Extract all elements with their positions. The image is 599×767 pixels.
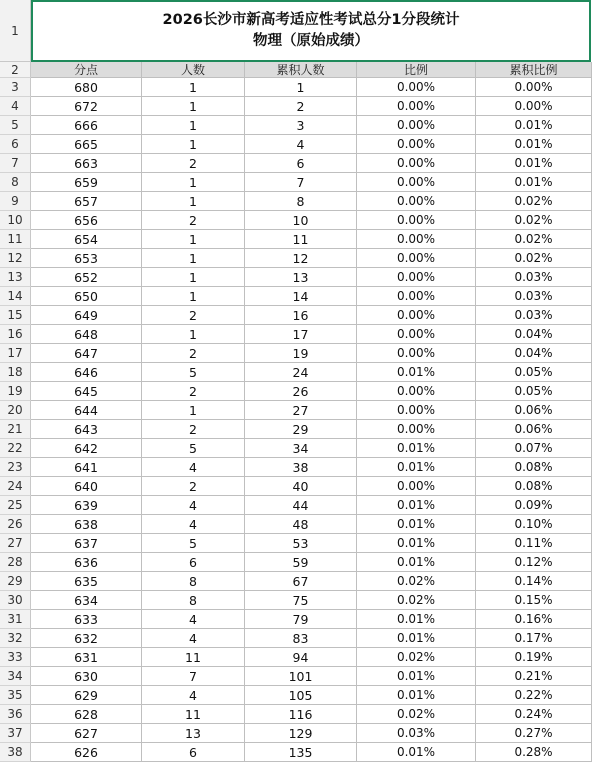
table-cell[interactable]: 1 — [142, 192, 245, 211]
table-cell[interactable]: 0.03% — [476, 306, 592, 325]
table-cell[interactable]: 7 — [245, 173, 357, 192]
row-number[interactable]: 29 — [0, 572, 31, 591]
table-cell[interactable]: 0.08% — [476, 477, 592, 496]
table-row — [0, 78, 599, 97]
table-cell[interactable]: 1 — [142, 116, 245, 135]
table-cell[interactable]: 0.00% — [357, 192, 476, 211]
row-number[interactable]: 37 — [0, 724, 31, 743]
table-cell[interactable]: 0.01% — [357, 534, 476, 553]
table-cell[interactable]: 0.00% — [357, 154, 476, 173]
table-cell[interactable]: 0.01% — [357, 743, 476, 762]
table-row — [0, 724, 599, 743]
table-cell[interactable]: 649 — [31, 306, 142, 325]
row-number[interactable]: 1 — [0, 0, 31, 62]
table-cell[interactable]: 1 — [142, 230, 245, 249]
table-cell[interactable]: 0.01% — [357, 686, 476, 705]
table-row — [0, 743, 599, 762]
table-row — [0, 154, 599, 173]
table-cell[interactable]: 666 — [31, 116, 142, 135]
table-cell[interactable]: 0.01% — [357, 667, 476, 686]
table-cell[interactable]: 4 — [142, 458, 245, 477]
table-cell[interactable]: 11 — [245, 230, 357, 249]
table-cell[interactable]: 0.02% — [357, 648, 476, 667]
row-number[interactable]: 34 — [0, 667, 31, 686]
table-cell[interactable]: 4 — [142, 686, 245, 705]
table-cell[interactable]: 0.01% — [357, 458, 476, 477]
table-cell[interactable]: 11 — [142, 648, 245, 667]
table-cell[interactable]: 5 — [142, 534, 245, 553]
table-cell[interactable]: 13 — [142, 724, 245, 743]
row-number[interactable]: 4 — [0, 97, 31, 116]
table-cell[interactable]: 0.01% — [476, 173, 592, 192]
table-cell[interactable]: 6 — [142, 743, 245, 762]
table-cell[interactable]: 1 — [142, 173, 245, 192]
table-row — [0, 116, 599, 135]
table-cell[interactable]: 0.03% — [476, 268, 592, 287]
row-number[interactable]: 20 — [0, 401, 31, 420]
table-cell[interactable]: 635 — [31, 572, 142, 591]
table-cell[interactable]: 0.00% — [357, 344, 476, 363]
table-cell[interactable]: 2 — [142, 344, 245, 363]
row-number[interactable]: 10 — [0, 211, 31, 230]
table-cell[interactable]: 0.00% — [357, 211, 476, 230]
table-cell[interactable]: 6 — [245, 154, 357, 173]
table-cell[interactable]: 4 — [142, 515, 245, 534]
row-number[interactable]: 30 — [0, 591, 31, 610]
table-row — [0, 401, 599, 420]
table-cell[interactable]: 0.07% — [476, 439, 592, 458]
table-cell[interactable]: 627 — [31, 724, 142, 743]
table-cell[interactable]: 0.01% — [357, 363, 476, 382]
table-cell[interactable]: 53 — [245, 534, 357, 553]
table-cell[interactable]: 0.22% — [476, 686, 592, 705]
table-cell[interactable]: 643 — [31, 420, 142, 439]
table-cell[interactable]: 0.01% — [357, 629, 476, 648]
table-cell[interactable]: 24 — [245, 363, 357, 382]
table-row — [0, 249, 599, 268]
table-cell[interactable]: 1 — [142, 401, 245, 420]
table-row — [0, 515, 599, 534]
table-cell[interactable]: 0.02% — [476, 211, 592, 230]
row-number[interactable]: 13 — [0, 268, 31, 287]
table-cell[interactable]: 0.19% — [476, 648, 592, 667]
table-row — [0, 135, 599, 154]
column-header[interactable]: 累积比例 — [476, 62, 592, 78]
table-cell[interactable]: 642 — [31, 439, 142, 458]
table-row — [0, 534, 599, 553]
table-cell[interactable]: 2 — [142, 382, 245, 401]
table-cell[interactable]: 5 — [142, 439, 245, 458]
table-cell[interactable]: 0.09% — [476, 496, 592, 515]
header-row — [0, 62, 599, 78]
row-number[interactable]: 8 — [0, 173, 31, 192]
table-cell[interactable]: 3 — [245, 116, 357, 135]
table-cell[interactable]: 6 — [142, 553, 245, 572]
table-cell[interactable]: 12 — [245, 249, 357, 268]
table-cell[interactable]: 0.01% — [476, 116, 592, 135]
table-cell[interactable]: 0.12% — [476, 553, 592, 572]
row-number[interactable]: 22 — [0, 439, 31, 458]
table-cell[interactable]: 40 — [245, 477, 357, 496]
table-cell[interactable]: 0.03% — [357, 724, 476, 743]
row-number[interactable]: 14 — [0, 287, 31, 306]
table-cell[interactable]: 4 — [142, 610, 245, 629]
table-cell[interactable]: 1 — [142, 268, 245, 287]
table-cell[interactable]: 1 — [142, 78, 245, 97]
table-cell[interactable]: 10 — [245, 211, 357, 230]
table-cell[interactable]: 628 — [31, 705, 142, 724]
table-cell[interactable]: 0.02% — [476, 230, 592, 249]
table-cell[interactable]: 8 — [245, 192, 357, 211]
row-number[interactable]: 18 — [0, 363, 31, 382]
table-cell[interactable]: 0.00% — [357, 230, 476, 249]
table-row — [0, 382, 599, 401]
table-cell[interactable]: 27 — [245, 401, 357, 420]
table-cell[interactable]: 2 — [245, 97, 357, 116]
table-row — [0, 610, 599, 629]
table-cell[interactable]: 1 — [142, 325, 245, 344]
table-cell[interactable]: 0.27% — [476, 724, 592, 743]
table-cell[interactable]: 0.04% — [476, 344, 592, 363]
table-cell[interactable]: 2 — [142, 477, 245, 496]
table-cell[interactable]: 640 — [31, 477, 142, 496]
table-row — [0, 553, 599, 572]
table-cell[interactable]: 631 — [31, 648, 142, 667]
table-cell[interactable]: 7 — [142, 667, 245, 686]
table-cell[interactable]: 44 — [245, 496, 357, 515]
table-cell[interactable]: 79 — [245, 610, 357, 629]
table-cell[interactable]: 8 — [142, 572, 245, 591]
table-cell[interactable]: 8 — [142, 591, 245, 610]
table-cell[interactable]: 0.03% — [476, 287, 592, 306]
table-cell[interactable]: 0.06% — [476, 401, 592, 420]
row-number[interactable]: 27 — [0, 534, 31, 553]
table-cell[interactable]: 105 — [245, 686, 357, 705]
table-cell[interactable]: 646 — [31, 363, 142, 382]
table-cell[interactable]: 0.10% — [476, 515, 592, 534]
table-cell[interactable]: 629 — [31, 686, 142, 705]
table-cell[interactable]: 1 — [142, 135, 245, 154]
table-cell[interactable]: 0.00% — [357, 78, 476, 97]
row-number[interactable]: 33 — [0, 648, 31, 667]
table-cell[interactable]: 0.24% — [476, 705, 592, 724]
table-cell[interactable]: 5 — [142, 363, 245, 382]
table-cell[interactable]: 19 — [245, 344, 357, 363]
table-cell[interactable]: 0.00% — [357, 116, 476, 135]
table-cell[interactable]: 48 — [245, 515, 357, 534]
row-number[interactable]: 15 — [0, 306, 31, 325]
table-cell[interactable]: 0.00% — [476, 78, 592, 97]
table-row — [0, 173, 599, 192]
table-cell[interactable]: 0.00% — [357, 382, 476, 401]
table-row — [0, 192, 599, 211]
row-number[interactable]: 38 — [0, 743, 31, 762]
table-cell[interactable]: 1 — [142, 97, 245, 116]
title-line-1: 2026长沙市新高考适应性考试总分1分段统计 — [162, 12, 460, 28]
table-cell[interactable]: 17 — [245, 325, 357, 344]
table-cell[interactable]: 1 — [245, 78, 357, 97]
table-cell[interactable]: 0.00% — [357, 306, 476, 325]
column-header[interactable]: 分点 — [31, 62, 142, 78]
table-cell[interactable]: 626 — [31, 743, 142, 762]
table-row — [0, 496, 599, 515]
table-cell[interactable]: 83 — [245, 629, 357, 648]
table-cell[interactable]: 0.15% — [476, 591, 592, 610]
table-cell[interactable]: 2 — [142, 306, 245, 325]
table-cell[interactable]: 0.02% — [357, 705, 476, 724]
table-cell[interactable]: 16 — [245, 306, 357, 325]
table-cell[interactable]: 636 — [31, 553, 142, 572]
table-cell[interactable]: 0.02% — [357, 591, 476, 610]
table-cell[interactable]: 129 — [245, 724, 357, 743]
table-cell[interactable]: 4 — [142, 496, 245, 515]
table-cell[interactable]: 0.11% — [476, 534, 592, 553]
row-number[interactable]: 6 — [0, 135, 31, 154]
table-cell[interactable]: 641 — [31, 458, 142, 477]
table-cell[interactable]: 0.00% — [357, 287, 476, 306]
table-cell[interactable]: 653 — [31, 249, 142, 268]
table-cell[interactable]: 644 — [31, 401, 142, 420]
table-cell[interactable]: 0.04% — [476, 325, 592, 344]
table-row — [0, 439, 599, 458]
table-cell[interactable]: 0.06% — [476, 420, 592, 439]
row-number[interactable]: 32 — [0, 629, 31, 648]
row-number[interactable]: 16 — [0, 325, 31, 344]
table-cell[interactable]: 659 — [31, 173, 142, 192]
table-row — [0, 420, 599, 439]
table-cell[interactable]: 0.00% — [357, 268, 476, 287]
row-number[interactable]: 9 — [0, 192, 31, 211]
table-cell[interactable]: 639 — [31, 496, 142, 515]
table-row — [0, 325, 599, 344]
row-number[interactable]: 23 — [0, 458, 31, 477]
table-cell[interactable]: 637 — [31, 534, 142, 553]
table-cell[interactable]: 0.00% — [476, 97, 592, 116]
table-cell[interactable]: 638 — [31, 515, 142, 534]
table-cell[interactable]: 4 — [142, 629, 245, 648]
table-cell[interactable]: 1 — [142, 249, 245, 268]
table-row — [0, 667, 599, 686]
table-cell[interactable]: 632 — [31, 629, 142, 648]
table-cell[interactable]: 0.00% — [357, 420, 476, 439]
table-cell[interactable]: 13 — [245, 268, 357, 287]
table-cell[interactable]: 94 — [245, 648, 357, 667]
table-cell[interactable]: 0.01% — [357, 439, 476, 458]
table-cell[interactable]: 0.00% — [357, 173, 476, 192]
table-cell[interactable]: 0.17% — [476, 629, 592, 648]
table-cell[interactable]: 665 — [31, 135, 142, 154]
table-row — [0, 306, 599, 325]
table-cell[interactable]: 648 — [31, 325, 142, 344]
table-cell[interactable]: 0.01% — [357, 496, 476, 515]
table-cell[interactable]: 657 — [31, 192, 142, 211]
row-number[interactable]: 35 — [0, 686, 31, 705]
row-number[interactable]: 24 — [0, 477, 31, 496]
table-cell[interactable]: 0.05% — [476, 363, 592, 382]
table-cell[interactable]: 672 — [31, 97, 142, 116]
table-row — [0, 591, 599, 610]
table-cell[interactable]: 0.00% — [357, 135, 476, 154]
table-cell[interactable]: 650 — [31, 287, 142, 306]
table-cell[interactable]: 0.00% — [357, 325, 476, 344]
table-cell[interactable]: 0.00% — [357, 477, 476, 496]
table-cell[interactable]: 647 — [31, 344, 142, 363]
table-cell[interactable]: 0.08% — [476, 458, 592, 477]
table-row — [0, 629, 599, 648]
column-header[interactable]: 比例 — [357, 62, 476, 78]
row-number[interactable]: 12 — [0, 249, 31, 268]
table-cell[interactable]: 26 — [245, 382, 357, 401]
table-cell[interactable]: 0.01% — [476, 135, 592, 154]
table-row — [0, 287, 599, 306]
title-line-2: 物理（原始成绩） — [253, 33, 369, 49]
table-cell[interactable]: 645 — [31, 382, 142, 401]
row-number[interactable]: 31 — [0, 610, 31, 629]
table-cell[interactable]: 116 — [245, 705, 357, 724]
table-cell[interactable]: 2 — [142, 154, 245, 173]
table-cell[interactable]: 634 — [31, 591, 142, 610]
column-header[interactable]: 累积人数 — [245, 62, 357, 78]
table-cell[interactable]: 0.00% — [357, 401, 476, 420]
table-row — [0, 648, 599, 667]
table-cell[interactable]: 75 — [245, 591, 357, 610]
row-number[interactable]: 19 — [0, 382, 31, 401]
table-cell[interactable]: 680 — [31, 78, 142, 97]
table-row — [0, 363, 599, 382]
table-cell[interactable]: 0.14% — [476, 572, 592, 591]
table-cell[interactable]: 34 — [245, 439, 357, 458]
row-number[interactable]: 5 — [0, 116, 31, 135]
table-cell[interactable]: 4 — [245, 135, 357, 154]
table-cell[interactable]: 0.01% — [357, 515, 476, 534]
table-cell[interactable]: 2 — [142, 420, 245, 439]
table-cell[interactable]: 652 — [31, 268, 142, 287]
column-header[interactable]: 人数 — [142, 62, 245, 78]
row-number[interactable]: 2 — [0, 62, 31, 78]
row-number[interactable]: 11 — [0, 230, 31, 249]
table-cell[interactable]: 1 — [142, 287, 245, 306]
table-cell[interactable]: 2 — [142, 211, 245, 230]
table-cell[interactable]: 0.01% — [357, 553, 476, 572]
table-cell[interactable]: 67 — [245, 572, 357, 591]
table-cell[interactable]: 0.00% — [357, 97, 476, 116]
row-number[interactable]: 7 — [0, 154, 31, 173]
table-cell[interactable]: 630 — [31, 667, 142, 686]
row-number[interactable]: 3 — [0, 78, 31, 97]
table-cell[interactable]: 656 — [31, 211, 142, 230]
table-cell[interactable]: 0.21% — [476, 667, 592, 686]
table-cell[interactable]: 0.01% — [476, 154, 592, 173]
row-number[interactable]: 21 — [0, 420, 31, 439]
row-number[interactable]: 17 — [0, 344, 31, 363]
table-cell[interactable]: 135 — [245, 743, 357, 762]
table-row — [0, 268, 599, 287]
table-row — [0, 344, 599, 363]
table-cell[interactable]: 0.02% — [476, 249, 592, 268]
table-cell[interactable]: 0.01% — [357, 610, 476, 629]
table-cell[interactable]: 654 — [31, 230, 142, 249]
table-cell[interactable]: 0.02% — [357, 572, 476, 591]
row-number[interactable]: 28 — [0, 553, 31, 572]
table-cell[interactable]: 14 — [245, 287, 357, 306]
table-cell[interactable]: 0.00% — [357, 249, 476, 268]
table-row — [0, 686, 599, 705]
table-row — [0, 705, 599, 724]
row-number[interactable]: 26 — [0, 515, 31, 534]
table-cell[interactable]: 0.16% — [476, 610, 592, 629]
table-row — [0, 97, 599, 116]
table-row — [0, 458, 599, 477]
row-number[interactable]: 25 — [0, 496, 31, 515]
table-cell[interactable]: 663 — [31, 154, 142, 173]
table-cell[interactable]: 38 — [245, 458, 357, 477]
table-cell[interactable]: 0.28% — [476, 743, 592, 762]
table-cell[interactable]: 11 — [142, 705, 245, 724]
table-row — [0, 211, 599, 230]
table-cell[interactable]: 0.05% — [476, 382, 592, 401]
table-cell[interactable]: 59 — [245, 553, 357, 572]
title-row — [0, 0, 599, 62]
row-number[interactable]: 36 — [0, 705, 31, 724]
table-cell[interactable]: 29 — [245, 420, 357, 439]
title-cell[interactable] — [31, 0, 591, 62]
table-cell[interactable]: 633 — [31, 610, 142, 629]
table-cell[interactable]: 101 — [245, 667, 357, 686]
table-row — [0, 230, 599, 249]
table-cell[interactable]: 0.02% — [476, 192, 592, 211]
table-row — [0, 477, 599, 496]
table-row — [0, 572, 599, 591]
